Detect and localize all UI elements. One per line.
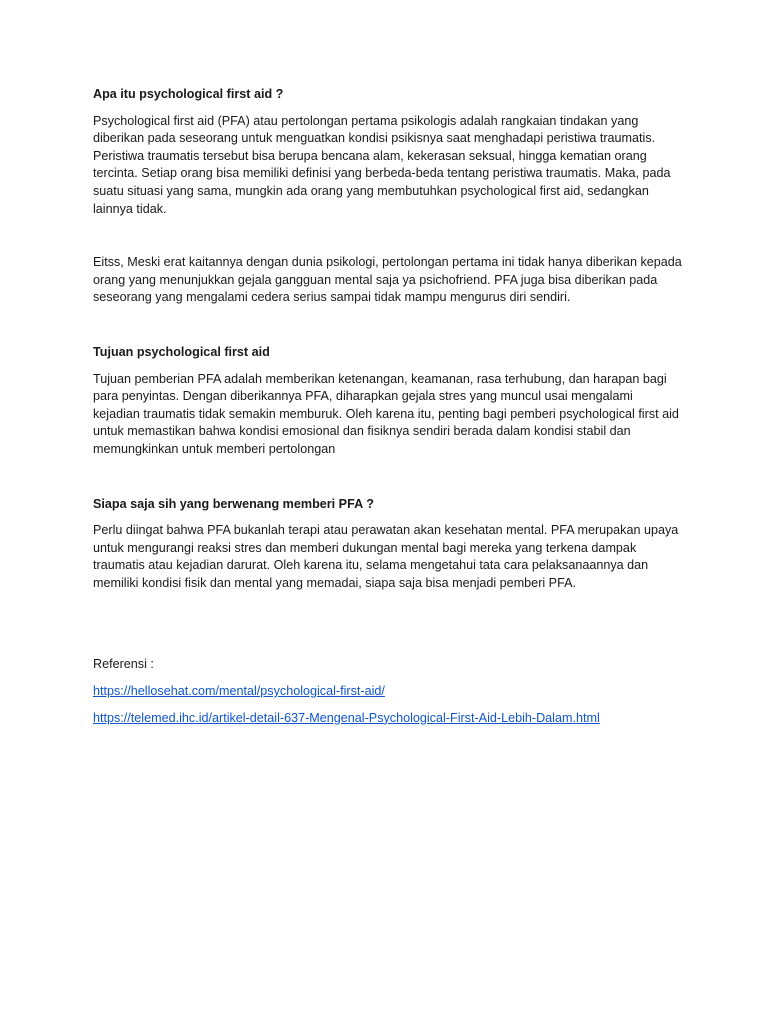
paragraph-pfa-not-only-mental: Eitss, Meski erat kaitannya dengan dunia psikologi, pertolongan pertama ini tidak hanya diberikan kepada orang yang menunjukkan gejala gangguan mental saja ya psichofriend. PFA juga bisa diberikan pada seseorang yang mengalami cedera serius sampai tidak mampu mengurus diri sendiri. [93, 255, 682, 305]
reference-link-telemed[interactable]: https://telemed.ihc.id/artikel-detail-637-Mengenal-Psychological-First-Aid-Lebih-Dalam.html [93, 710, 600, 725]
section-heading-pfa-purpose: Tujuan psychological first aid [93, 344, 270, 359]
document-body [93, 86, 683, 736]
references-label: Referensi : [93, 657, 154, 672]
reference-link-hellosehat[interactable]: https://hellosehat.com/mental/psychological-first-aid/ [93, 684, 385, 699]
section-heading-what-is-pfa: Apa itu psychological first aid ? [93, 87, 284, 101]
paragraph-who-can-give-pfa: Perlu diingat bahwa PFA bukanlah terapi atau perawatan akan kesehatan mental. PFA merupakan upaya untuk mengurangi reaksi stres dan memberi dukungan mental bagi mereka yang terkena dampak traumatis atau kejadian darurat. Oleh karena itu, selama mengetahui tata cara pelaksanaannya dan memiliki kondisi fisik dan mental yang memadai, siapa saja bisa menjadi pemberi PFA. [93, 523, 679, 590]
paragraph-pfa-purpose: Tujuan pemberian PFA adalah memberikan ketenangan, keamanan, rasa terhubung, dan harapan bagi para penyintas. Dengan diberikannya PFA, diharapkan gejala stres yang muncul usai mengalami kejadian traumatis tidak semakin memburuk. Oleh karena itu, penting bagi pemberi psychological first aid untuk memastikan bahwa kondisi emosional dan fisiknya sendiri berada dalam kondisi stabil dan memungkinkan untuk memberi pertolongan [93, 371, 679, 456]
section-heading-who-can-give-pfa: Siapa saja sih yang berwenang memberi PFA ? [93, 496, 374, 511]
paragraph-pfa-definition: Psychological first aid (PFA) atau pertolongan pertama psikologis adalah rangkaian tindakan yang diberikan pada seseorang untuk menguatkan kondisi psikisnya saat menghadapi peristiwa traumatis. Peristiwa traumatis tersebut bisa berupa bencana alam, kekerasan seksual, hingga kematian orang tercinta. Setiap orang bisa memiliki definisi yang berbeda-beda tentang peristiwa traumatis. Maka, pada suatu situasi yang sama, mungkin ada orang yang membutuhkan psychological first aid, sedangkan lainnya tidak. [93, 113, 671, 216]
